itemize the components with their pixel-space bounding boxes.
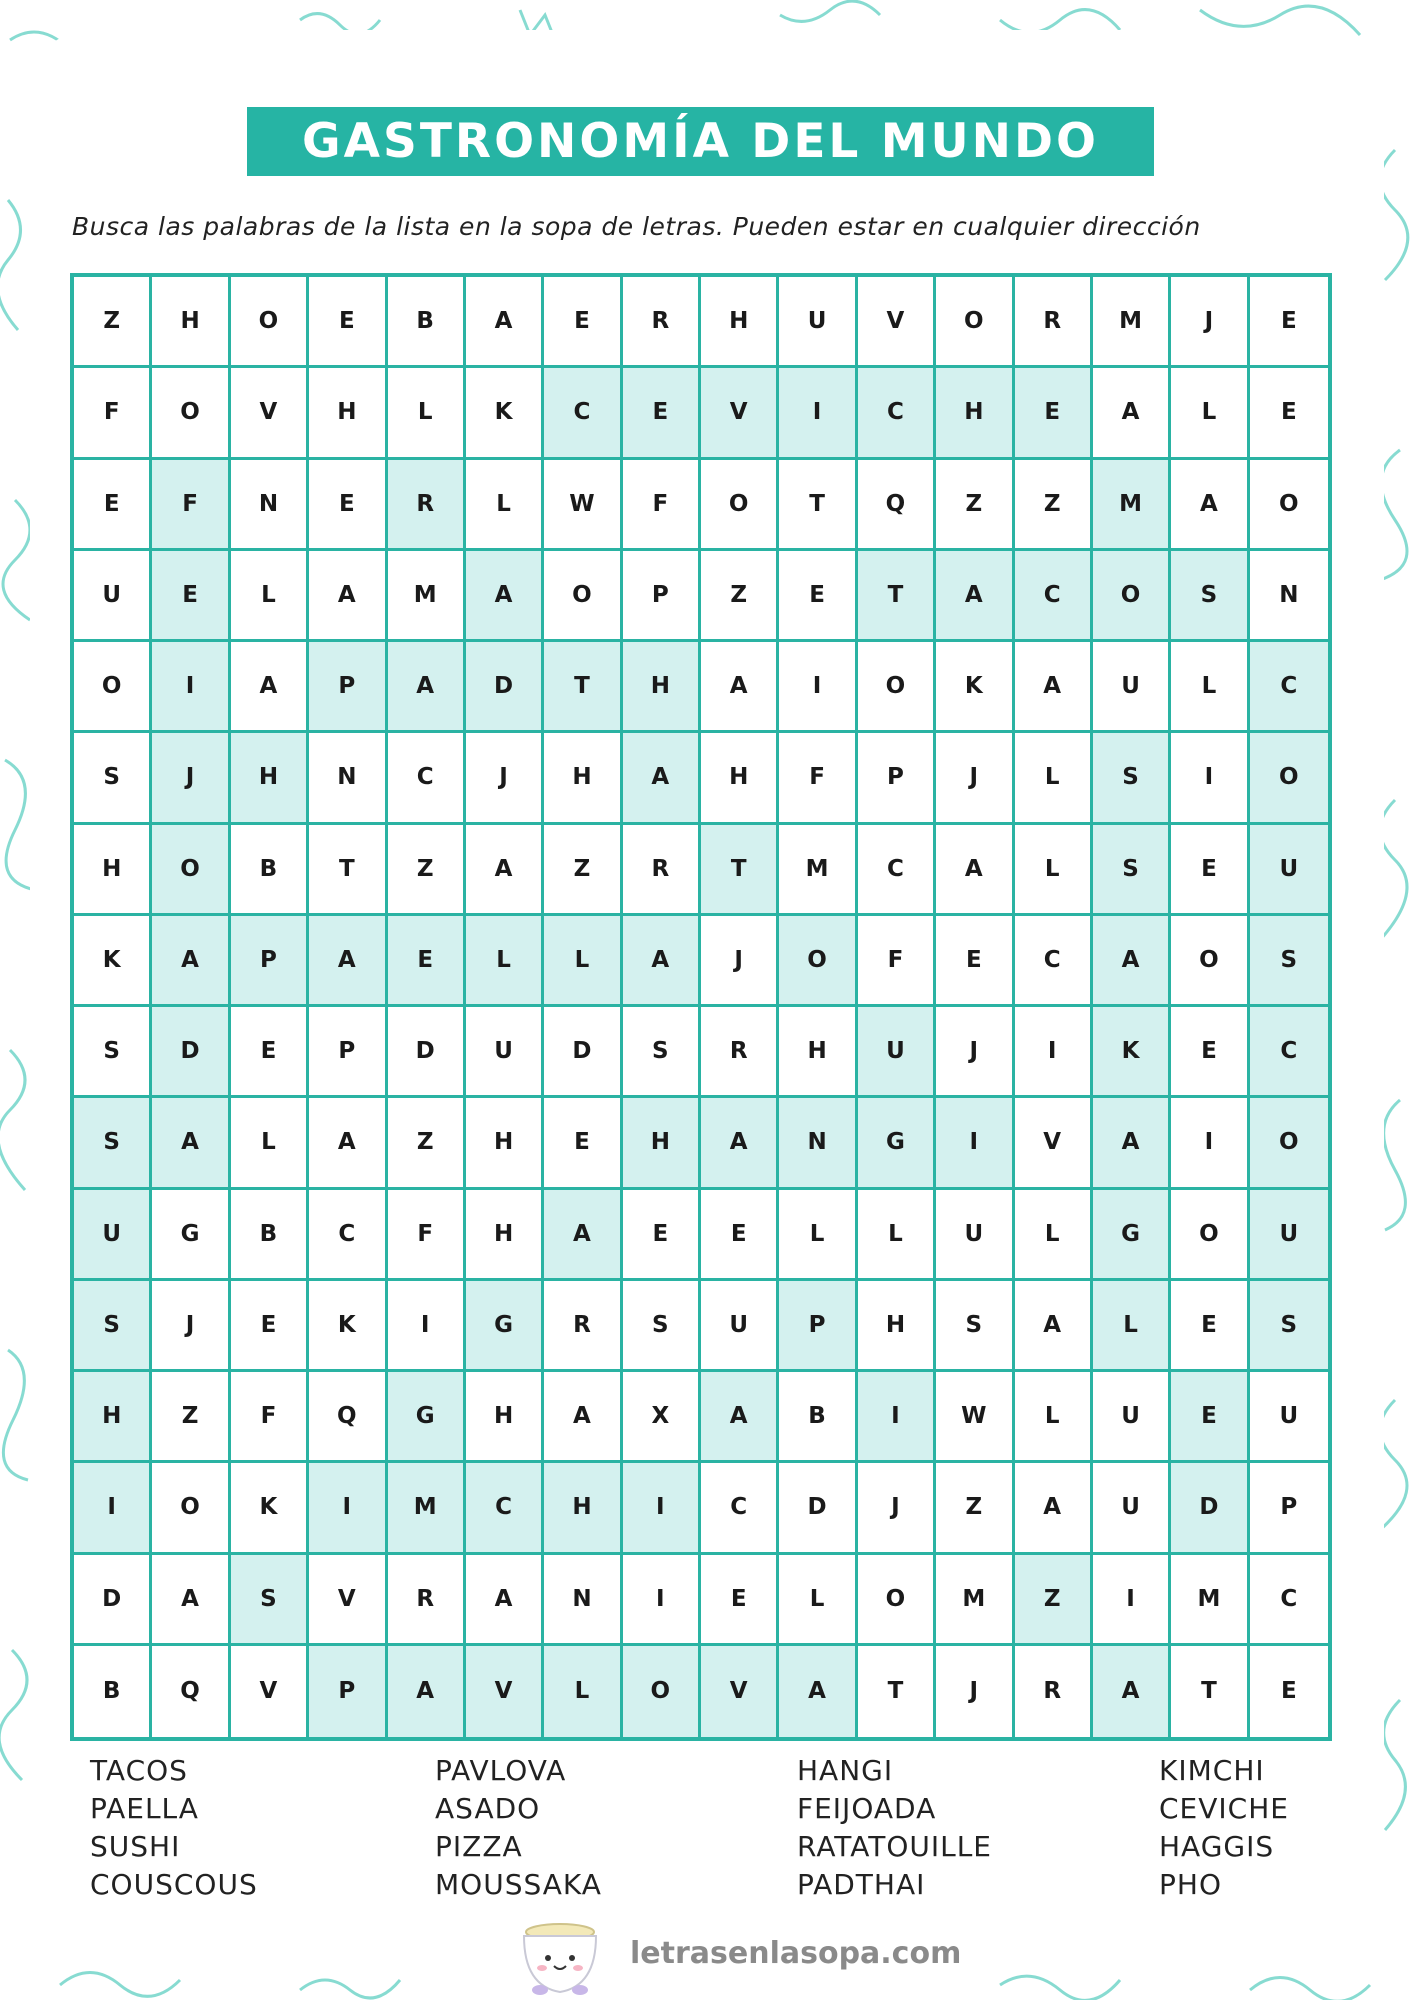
grid-cell: Q [858,460,936,551]
grid-cell: S [1250,916,1328,1007]
grid-cell: A [466,1555,544,1646]
grid-cell: H [231,733,309,824]
grid-cell: L [388,368,466,459]
grid-cell: C [544,368,622,459]
grid-cell: I [309,1463,387,1554]
grid-cell: C [1015,551,1093,642]
grid-cell: I [388,1281,466,1372]
grid-cell: Q [152,1646,230,1737]
grid-cell: P [231,916,309,1007]
grid-cell: A [309,1098,387,1189]
grid-cell: S [623,1007,701,1098]
grid-cell: Z [152,1372,230,1463]
grid-cell: L [1015,733,1093,824]
grid-cell: S [1093,733,1171,824]
grid-cell: H [623,1098,701,1189]
grid-cell: S [1171,551,1249,642]
grid-cell: O [544,551,622,642]
grid-cell: T [779,460,857,551]
grid-cell: E [152,551,230,642]
grid-cell: D [466,642,544,733]
grid-cell: B [388,277,466,368]
grid-cell: N [1250,551,1328,642]
grid-cell: U [779,277,857,368]
grid-cell: A [1015,642,1093,733]
grid-cell: A [1171,460,1249,551]
grid-cell: O [701,460,779,551]
grid-cell: J [701,916,779,1007]
grid-cell: E [701,1190,779,1281]
grid-cell: X [623,1372,701,1463]
grid-cell: C [1250,642,1328,733]
grid-cell: Z [388,1098,466,1189]
grid-cell: E [779,551,857,642]
grid-cell: B [779,1372,857,1463]
grid-cell: L [1015,1190,1093,1281]
grid-cell: M [1093,277,1171,368]
grid-cell: P [309,1646,387,1737]
grid-cell: I [936,1098,1014,1189]
grid-cell: A [701,1098,779,1189]
grid-cell: I [152,642,230,733]
grid-cell: Q [309,1372,387,1463]
grid-cell: U [936,1190,1014,1281]
grid-cell: E [1171,1281,1249,1372]
grid-cell: K [466,368,544,459]
grid-cell: L [1015,825,1093,916]
grid-cell: E [231,1007,309,1098]
grid-cell: L [1015,1372,1093,1463]
grid-cell: F [388,1190,466,1281]
word-list-item: CEVICHE [1159,1792,1289,1825]
grid-cell: M [1171,1555,1249,1646]
grid-cell: A [544,1372,622,1463]
grid-cell: R [1015,1646,1093,1737]
grid-cell: W [544,460,622,551]
grid-cell: U [1093,1372,1171,1463]
grid-cell: A [152,916,230,1007]
soup-bowl-mascot-icon [510,1918,610,1998]
grid-cell: M [1093,460,1171,551]
grid-cell: F [152,460,230,551]
grid-cell: V [1015,1098,1093,1189]
grid-cell: O [779,916,857,1007]
grid-cell: F [623,460,701,551]
grid-cell: O [152,1463,230,1554]
grid-cell: S [231,1555,309,1646]
grid-cell: E [74,460,152,551]
grid-cell: E [1171,825,1249,916]
grid-cell: E [1171,1372,1249,1463]
grid-cell: A [309,551,387,642]
grid-cell: S [74,1281,152,1372]
grid-cell: O [74,642,152,733]
grid-cell: H [74,1372,152,1463]
grid-cell: K [231,1463,309,1554]
grid-cell: A [1015,1281,1093,1372]
grid-cell: T [544,642,622,733]
grid-cell: L [231,551,309,642]
word-list-item: HANGI [797,1754,894,1787]
grid-cell: Z [74,277,152,368]
grid-cell: P [623,551,701,642]
grid-cell: G [466,1281,544,1372]
grid-cell: H [466,1098,544,1189]
word-list-item: PAVLOVA [435,1754,567,1787]
grid-cell: A [1093,1646,1171,1737]
site-name: letrasenlasopa.com [630,1936,962,1971]
grid-cell: F [231,1372,309,1463]
grid-cell: B [231,825,309,916]
grid-cell: P [779,1281,857,1372]
grid-cell: L [466,460,544,551]
grid-cell: Z [701,551,779,642]
grid-cell: U [858,1007,936,1098]
grid-cell: D [779,1463,857,1554]
word-list-item: MOUSSAKA [435,1868,602,1901]
grid-cell: E [701,1555,779,1646]
grid-cell: E [309,277,387,368]
grid-cell: I [1015,1007,1093,1098]
grid-cell: R [623,825,701,916]
grid-cell: J [152,1281,230,1372]
grid-cell: Z [1015,460,1093,551]
grid-cell: S [623,1281,701,1372]
grid-cell: J [858,1463,936,1554]
grid-cell: I [1171,733,1249,824]
grid-cell: U [74,551,152,642]
grid-cell: S [1093,825,1171,916]
grid-cell: A [152,1555,230,1646]
grid-cell: J [936,1007,1014,1098]
grid-cell: P [858,733,936,824]
grid-cell: A [623,916,701,1007]
grid-cell: T [309,825,387,916]
grid-cell: K [309,1281,387,1372]
grid-cell: A [466,551,544,642]
grid-cell: U [1093,1463,1171,1554]
grid-cell: G [1093,1190,1171,1281]
grid-cell: E [936,916,1014,1007]
grid-cell: E [309,460,387,551]
grid-cell: A [779,1646,857,1737]
word-list-item: KIMCHI [1159,1754,1265,1787]
grid-cell: D [74,1555,152,1646]
grid-cell: E [623,1190,701,1281]
grid-cell: A [309,916,387,1007]
grid-cell: O [1250,460,1328,551]
grid-cell: B [231,1190,309,1281]
grid-cell: A [231,642,309,733]
grid-cell: I [74,1463,152,1554]
grid-cell: S [936,1281,1014,1372]
grid-cell: D [1171,1463,1249,1554]
word-search-grid [70,273,1332,1741]
grid-cell: I [779,642,857,733]
word-list-item: FEIJOADA [797,1792,937,1825]
grid-cell: J [936,1646,1014,1737]
grid-cell: O [231,277,309,368]
grid-cell: H [701,277,779,368]
grid-cell: A [701,1372,779,1463]
grid-cell: L [779,1555,857,1646]
grid-cell: L [466,916,544,1007]
grid-cell: M [388,551,466,642]
grid-cell: C [701,1463,779,1554]
title-banner [247,107,1154,176]
grid-cell: L [544,916,622,1007]
grid-cell: U [1250,1372,1328,1463]
grid-cell: N [231,460,309,551]
grid-cell: U [701,1281,779,1372]
grid-cell: O [1093,551,1171,642]
grid-cell: U [1250,1190,1328,1281]
grid-cell: Z [936,460,1014,551]
word-list-item: ASADO [435,1792,541,1825]
grid-cell: K [74,916,152,1007]
grid-cell: L [858,1190,936,1281]
grid-cell: A [466,277,544,368]
grid-cell: R [544,1281,622,1372]
grid-cell: V [466,1646,544,1737]
grid-cell: E [388,916,466,1007]
grid-cell: C [466,1463,544,1554]
grid-cell: I [779,368,857,459]
grid-cell: P [1250,1463,1328,1554]
word-list-item: PIZZA [435,1830,523,1863]
word-list-item: TACOS [90,1754,188,1787]
grid-cell: V [231,1646,309,1737]
grid-cell: H [309,368,387,459]
grid-cell: A [623,733,701,824]
word-list-item: PADTHAI [797,1868,926,1901]
grid-cell: R [701,1007,779,1098]
grid-cell: T [1171,1646,1249,1737]
grid-cell: A [1093,1098,1171,1189]
grid-cell: D [544,1007,622,1098]
grid-cell: C [1250,1555,1328,1646]
word-list-column-4 [1159,1752,1289,1904]
grid-cell: L [1171,368,1249,459]
grid-cell: S [74,1007,152,1098]
word-list-item: RATATOUILLE [797,1830,992,1863]
word-list [0,1752,1414,1912]
grid-cell: O [152,368,230,459]
grid-cell: I [623,1555,701,1646]
grid-cell: V [309,1555,387,1646]
grid-cell: V [231,368,309,459]
grid-cell: H [701,733,779,824]
grid-cell: P [309,1007,387,1098]
grid-cell: V [701,368,779,459]
grid-cell: I [623,1463,701,1554]
grid-cell: V [701,1646,779,1737]
grid-cell: C [858,825,936,916]
grid-cell: H [544,733,622,824]
grid-cell: Z [544,825,622,916]
instructions-text: Busca las palabras de la lista en la sopa de letras. Pueden estar en cualquier dirección [72,212,1201,241]
word-list-item: PHO [1159,1868,1222,1901]
grid-cell: U [1250,825,1328,916]
word-list-item: SUSHI [90,1830,181,1863]
footer [510,1918,960,1988]
grid-cell: N [779,1098,857,1189]
grid-cell: L [1171,642,1249,733]
grid-cell: M [779,825,857,916]
word-list-item: COUSCOUS [90,1868,258,1901]
grid-cell: F [74,368,152,459]
grid-cell: C [858,368,936,459]
grid-cell: H [74,825,152,916]
grid-cell: S [74,1098,152,1189]
grid-cell: N [544,1555,622,1646]
grid-cell: Z [936,1463,1014,1554]
grid-cell: O [623,1646,701,1737]
grid-cell: C [388,733,466,824]
grid-cell: A [936,551,1014,642]
grid-cell: J [936,733,1014,824]
grid-cell: O [152,825,230,916]
grid-cell: S [74,733,152,824]
grid-cell: C [1015,916,1093,1007]
grid-cell: H [936,368,1014,459]
grid-cell: G [152,1190,230,1281]
grid-cell: A [466,825,544,916]
grid-cell: K [1093,1007,1171,1098]
grid-cell: Z [1015,1555,1093,1646]
grid-cell: T [701,825,779,916]
grid-cell: A [936,825,1014,916]
grid-cell: P [309,642,387,733]
grid-cell: V [858,277,936,368]
grid-cell: C [309,1190,387,1281]
grid-cell: O [1250,1098,1328,1189]
grid-cell: D [388,1007,466,1098]
grid-cell: L [544,1646,622,1737]
grid-cell: Z [388,825,466,916]
word-list-item: PAELLA [90,1792,199,1825]
grid-cell: E [544,277,622,368]
grid-cell: E [1250,368,1328,459]
grid-cell: A [152,1098,230,1189]
grid-cell: O [858,1555,936,1646]
grid-cell: H [466,1372,544,1463]
grid-cell: I [858,1372,936,1463]
grid-cell: A [1015,1463,1093,1554]
grid-cell: J [466,733,544,824]
grid-cell: R [623,277,701,368]
grid-cell: I [1171,1098,1249,1189]
grid-cell: E [1171,1007,1249,1098]
grid-cell: S [1250,1281,1328,1372]
grid-cell: H [544,1463,622,1554]
grid-cell: H [466,1190,544,1281]
grid-cell: N [309,733,387,824]
grid-cell: T [858,1646,936,1737]
grid-cell: R [1015,277,1093,368]
grid-cell: W [936,1372,1014,1463]
grid-cell: A [1093,368,1171,459]
grid-cell: H [623,642,701,733]
grid-cell: A [544,1190,622,1281]
grid-cell: E [1250,277,1328,368]
grid-cell: O [1171,916,1249,1007]
grid-cell: L [1093,1281,1171,1372]
grid-cell: A [701,642,779,733]
grid-cell: E [1280,1678,1297,1705]
grid-cell: U [74,1190,152,1281]
grid-cell: U [466,1007,544,1098]
grid-cell: K [936,642,1014,733]
grid-cell: F [779,733,857,824]
page-title: GASTRONOMÍA DEL MUNDO [302,114,1099,169]
grid-cell: E [544,1098,622,1189]
word-list-item: HAGGIS [1159,1830,1275,1863]
word-list-column-1 [90,1752,258,1904]
grid-cell: H [779,1007,857,1098]
grid-cell: H [858,1281,936,1372]
grid-cell: G [388,1372,466,1463]
grid-cell: R [388,460,466,551]
grid-cell: H [152,277,230,368]
grid-cell: M [388,1463,466,1554]
grid-cell: A [388,1646,466,1737]
word-list-column-2 [435,1752,602,1904]
grid-cell: O [936,277,1014,368]
grid-cell: A [1093,916,1171,1007]
grid-cell: O [1250,733,1328,824]
grid-cell: O [858,642,936,733]
grid-cell: M [936,1555,1014,1646]
grid-cell: E [623,368,701,459]
grid-cell: E [231,1281,309,1372]
grid-cell: L [231,1098,309,1189]
grid-cell: C [1250,1007,1328,1098]
grid-cell: O [1171,1190,1249,1281]
grid-cell: A [388,642,466,733]
grid-cell: R [388,1555,466,1646]
grid-cell: U [1093,642,1171,733]
grid-cell: L [779,1190,857,1281]
grid-cell: E [1015,368,1093,459]
grid-cell: B [74,1646,152,1737]
grid-cell: J [1171,277,1249,368]
grid-cell: F [858,916,936,1007]
grid-cell: T [858,551,936,642]
grid-cell: D [152,1007,230,1098]
grid-cell: J [152,733,230,824]
grid-cell: G [858,1098,936,1189]
grid-cell: I [1093,1555,1171,1646]
word-list-column-3 [797,1752,992,1904]
